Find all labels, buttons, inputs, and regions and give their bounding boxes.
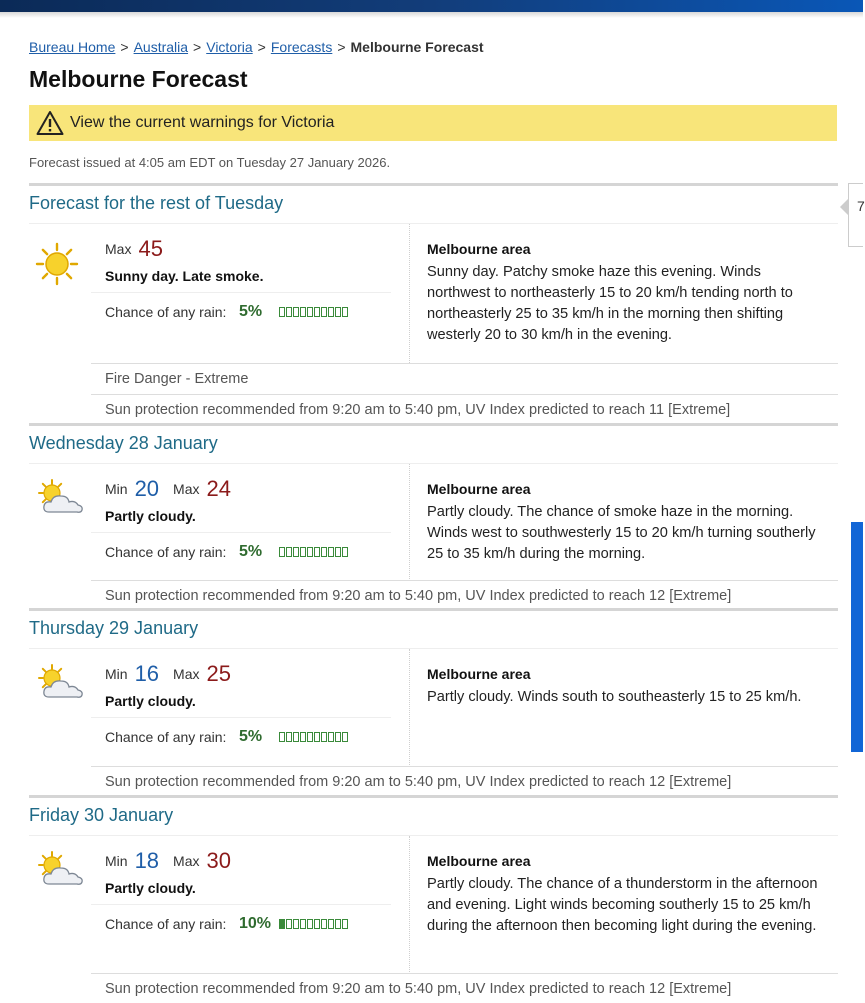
max-temp: 24 [206,476,231,501]
rain-bar-segment [328,732,334,742]
area-forecast-text: Partly cloudy. The chance of a thunderstorm in the afternoon and evening. Light winds becoming southerly 15 to 25 km/h during the afternoon then becoming light during the evening. [427,876,818,934]
rain-bar-segment [328,307,334,317]
forecast-day-thursday [29,608,838,798]
temperatures [105,661,231,687]
issued-time: Forecast issued at 4:05 am EDT on Tuesday 27 January 2026. [29,155,391,170]
sunny-icon [35,242,79,286]
partly-cloudy-icon [35,663,85,703]
rain-label: Chance of any rain: [105,304,227,320]
max-temp: 45 [138,236,163,261]
area-forecast [409,464,839,581]
partly-cloudy-icon [35,850,85,890]
forecast-summary: Partly cloudy. [105,693,196,709]
breadcrumb-separator: > [120,39,129,55]
rain-bar-segment [342,307,348,317]
rain-label: Chance of any rain: [105,729,227,745]
rain-bar-segment [314,307,320,317]
rain-bar-segment [314,547,320,557]
rain-bar-segment [321,547,327,557]
forecast-day-wednesday [29,423,838,611]
rain-bar-segment [279,732,285,742]
forecast-summary: Sunny day. Late smoke. [105,268,264,284]
breadcrumb-link-bureau-home[interactable]: Bureau Home [29,39,116,55]
max-temp: 30 [206,848,231,873]
sun-protection-row [91,580,838,610]
min-label: Min [105,666,128,682]
rain-bar-segment [286,547,292,557]
rain-bar-segment [307,307,313,317]
rain-label: Chance of any rain: [105,916,227,932]
breadcrumb [29,39,484,55]
area-forecast [409,649,839,767]
sun-protection-text: Sun protection recommended from 9:20 am to 5:40 pm, UV Index predicted to reach 12 [Extreme] [105,774,732,790]
min-temp: 16 [134,661,160,686]
day-body [29,835,838,974]
rain-chance-value: 5% [239,543,263,560]
rain-bar-segment [286,307,292,317]
area-forecast [409,224,839,363]
side-panel-strip[interactable] [851,522,863,752]
rain-chance-bar [279,732,348,742]
area-forecast-text: Sunny day. Patchy smoke haze this evening. Winds northwest to northeasterly 15 to 20 km/h tending north to northeasterly 25 to 35 km/h in the morning then shifting westerly 20 to 30 km/h in the evening. [427,264,793,343]
warning-banner[interactable] [29,105,837,141]
rain-bar-segment [342,732,348,742]
forecast-summary: Partly cloudy. [105,880,196,896]
area-forecast-text: Partly cloudy. Winds south to southeasterly 15 to 25 km/h. [427,689,802,705]
sun-protection-text: Sun protection recommended from 9:20 am to 5:40 pm, UV Index predicted to reach 12 [Extreme] [105,981,732,997]
rain-chance-row [91,904,391,945]
rain-bar-segment [328,547,334,557]
sun-protection-row [91,973,838,1003]
area-name: Melbourne area [427,481,531,497]
forecast-day-tuesday [29,183,838,426]
rain-bar-segment [286,919,292,929]
rain-bar-segment [293,732,299,742]
fire-danger-text: Fire Danger - Extreme [105,371,249,387]
min-label: Min [105,853,128,869]
day-body [29,223,838,363]
min-temp: 20 [134,476,160,501]
day-heading: Thursday 29 January [29,618,199,638]
rain-chance-row [91,717,391,758]
rain-bar-segment [335,547,341,557]
max-label: Max [173,481,200,497]
rain-bar-segment [307,547,313,557]
header-shadow [0,12,863,18]
rain-chance-row [91,532,391,573]
min-label: Min [105,481,128,497]
page-title: Melbourne Forecast [29,66,248,92]
side-panel-tab-label: 7 [857,198,865,214]
breadcrumb-link-forecasts[interactable]: Forecasts [270,39,333,55]
warning-triangle-icon [36,110,64,136]
rain-label: Chance of any rain: [105,544,227,560]
fire-danger-row [91,363,838,393]
rain-bar-segment [307,919,313,929]
partly-cloudy-icon [35,478,85,518]
rain-bar-segment [335,732,341,742]
site-header-bar [0,0,863,12]
breadcrumb-separator: > [193,39,202,55]
max-label: Max [173,853,200,869]
rain-bar-segment [321,919,327,929]
rain-bar-segment [335,919,341,929]
rain-bar-segment [300,732,306,742]
sun-protection-row [91,766,838,796]
day-heading: Friday 30 January [29,805,174,825]
temperatures [105,848,231,874]
rain-bar-segment [279,547,285,557]
rain-bar-segment [293,547,299,557]
rain-bar-segment [314,732,320,742]
rain-bar-segment [307,732,313,742]
rain-bar-segment [314,919,320,929]
day-body [29,463,838,581]
rain-bar-segment [286,732,292,742]
min-temp: 18 [134,848,160,873]
area-forecast-text: Partly cloudy. The chance of smoke haze in the morning. Winds west to southwesterly 15 to 20 km/h turning southerly 25 to 35 km/h during the morning. [427,504,816,562]
temperatures [105,476,231,502]
rain-chance-value: 5% [239,303,263,320]
area-forecast [409,836,839,974]
rain-bar-segment [342,547,348,557]
rain-bar-segment [279,919,285,929]
rain-bar-segment [335,307,341,317]
max-label: Max [105,241,132,257]
area-name: Melbourne area [427,241,531,257]
rain-chance-bar [279,919,348,929]
rain-bar-segment [328,919,334,929]
sun-protection-row [91,394,838,424]
rain-bar-segment [300,307,306,317]
breadcrumb-link-victoria[interactable]: Victoria [206,39,253,55]
day-heading: Forecast for the rest of Tuesday [29,193,284,213]
breadcrumb-separator: > [337,39,346,55]
rain-chance-bar [279,307,348,317]
rain-chance-bar [279,547,348,557]
area-name: Melbourne area [427,853,531,869]
sun-protection-text: Sun protection recommended from 9:20 am to 5:40 pm, UV Index predicted to reach 11 [Extreme] [105,402,731,418]
forecast-day-friday [29,795,838,1003]
day-body [29,648,838,767]
rain-bar-segment [279,307,285,317]
rain-bar-segment [342,919,348,929]
rain-bar-segment [321,732,327,742]
rain-bar-segment [300,547,306,557]
rain-bar-segment [293,307,299,317]
side-panel-tab[interactable] [848,183,863,247]
breadcrumb-current: Melbourne Forecast [350,39,484,55]
rain-bar-segment [293,919,299,929]
breadcrumb-link-australia[interactable]: Australia [133,39,189,55]
area-name: Melbourne area [427,666,531,682]
warning-link-text[interactable]: View the current warnings for Victoria [70,114,335,131]
day-heading: Wednesday 28 January [29,433,218,453]
sun-protection-text: Sun protection recommended from 9:20 am to 5:40 pm, UV Index predicted to reach 12 [Extreme] [105,588,732,604]
rain-bar-segment [321,307,327,317]
rain-chance-row [91,292,391,333]
breadcrumb-separator: > [257,39,266,55]
rain-bar-segment [300,919,306,929]
forecast-summary: Partly cloudy. [105,508,196,524]
temperatures [105,236,163,262]
rain-chance-value: 10% [239,915,272,932]
max-label: Max [173,666,200,682]
rain-chance-value: 5% [239,728,263,745]
max-temp: 25 [206,661,231,686]
